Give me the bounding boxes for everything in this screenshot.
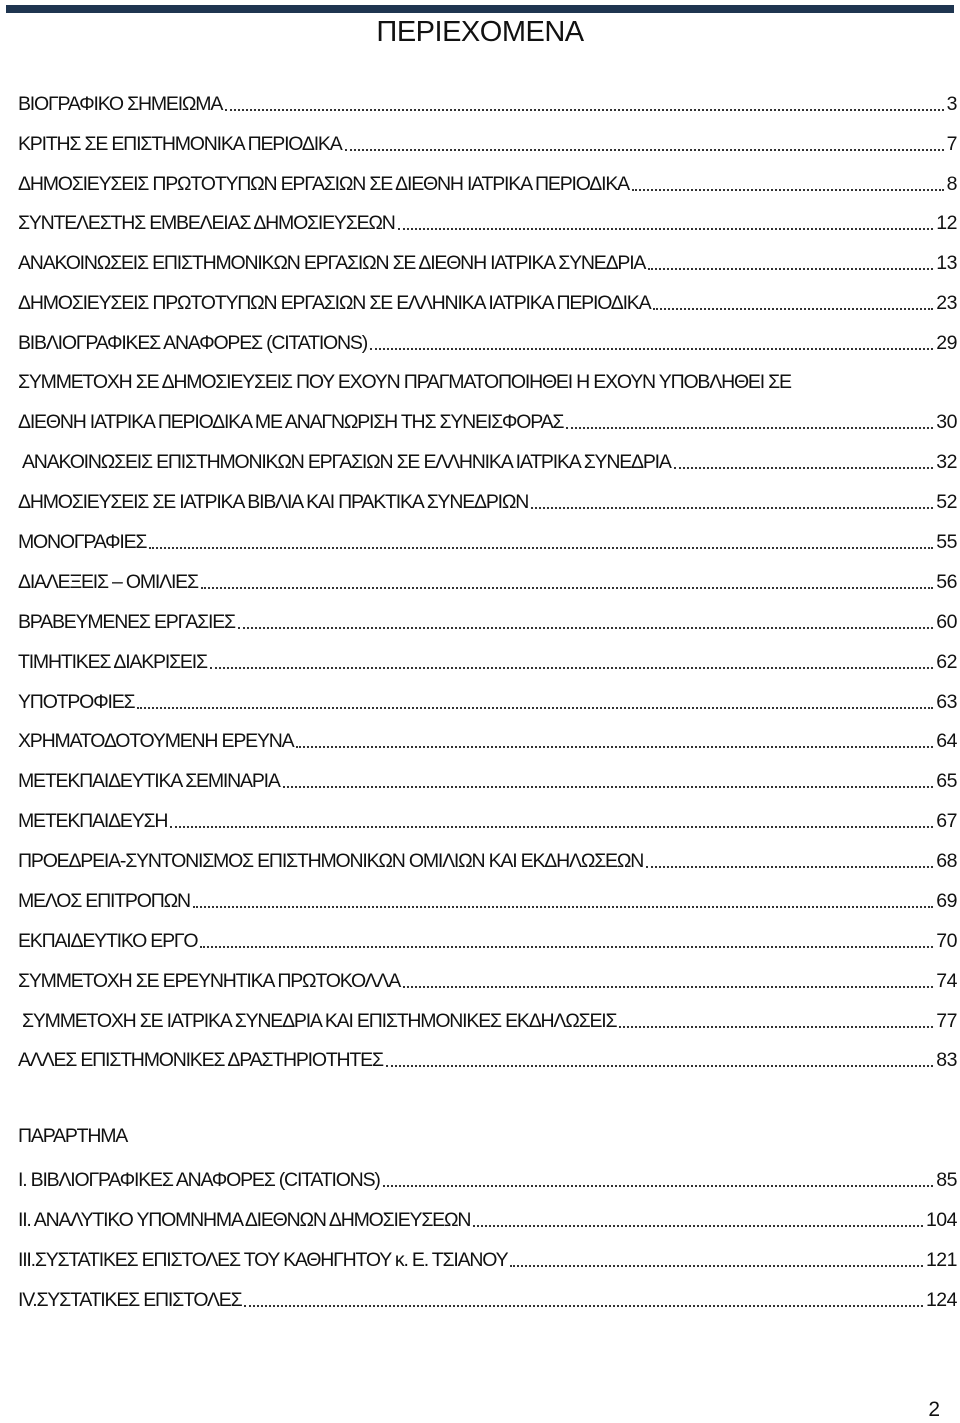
toc-entry[interactable]: [18, 88, 957, 116]
toc-entry-label: ΣΥΜΜΕΤΟΧΗ ΣΕ ΙΑΤΡΙΚΑ ΣΥΝΕΔΡΙΑ ΚΑΙ ΕΠΙΣΤΗΜΟΝΙΚΕΣ ΕΚΔΗΛΩΣΕΙΣ: [22, 1010, 617, 1032]
appendix-entry[interactable]: [18, 1284, 957, 1312]
leader-dots: [386, 1065, 933, 1067]
toc-entry-label: ΑΝΑΚΟΙΝΩΣΕΙΣ ΕΠΙΣΤΗΜΟΝΙΚΩΝ ΕΡΓΑΣΙΩΝ ΣΕ ΕΛΛΗΝΙΚΑ ΙΑΤΡΙΚΑ ΣΥΝΕΔΡΙΑ: [22, 451, 671, 473]
toc-entry[interactable]: [18, 606, 957, 634]
toc-entry-label-line1: ΣΥΜΜΕΤΟΧΗ ΣΕ ΔΗΜΟΣΙΕΥΣΕΙΣ ΠΟΥ ΕΧΟΥΝ ΠΡΑΓΜΑΤΟΠΟΙΗΘΕΙ Η ΕΧΟΥΝ ΥΠΟΒΛΗΘΕΙ ΣΕ: [18, 371, 791, 393]
leader-dots: [296, 746, 933, 748]
leader-dots: [403, 986, 933, 988]
toc-entry-label: ΠΡΟΕΔΡΕΙΑ-ΣΥΝΤΟΝΙΣΜΟΣ ΕΠΙΣΤΗΜΟΝΙΚΩΝ ΟΜΙΛΙΩΝ ΚΑΙ ΕΚΔΗΛΩΣΕΩΝ: [18, 850, 644, 872]
leader-dots: [531, 507, 933, 509]
appendix-entry-page: 104: [925, 1209, 957, 1231]
toc-entry[interactable]: [18, 526, 957, 554]
leader-dots: [566, 427, 933, 429]
toc-entry-label: ΔΗΜΟΣΙΕΥΣΕΙΣ ΣΕ ΙΑΤΡΙΚΑ ΒΙΒΛΙΑ ΚΑΙ ΠΡΑΚΤΙΚΑ ΣΥΝΕΔΡΙΩΝ: [18, 491, 529, 513]
leader-dots: [648, 268, 933, 270]
toc-entry-label: ΔΗΜΟΣΙΕΥΣΕΙΣ ΠΡΩΤΟΤΥΠΩΝ ΕΡΓΑΣΙΩΝ ΣΕ ΔΙΕΘΝΗ ΙΑΤΡΙΚΑ ΠΕΡΙΟΔΙΚΑ: [18, 173, 629, 195]
toc-entry[interactable]: [18, 247, 957, 275]
appendix-entry[interactable]: [18, 1204, 957, 1232]
toc-entry-page: 8: [946, 173, 957, 195]
toc-entry-page: 60: [936, 611, 957, 633]
toc-entry-page: 3: [946, 93, 957, 115]
toc-entry[interactable]: [18, 805, 957, 833]
toc-entry-label: ΜΕΤΕΚΠΑΙΔΕΥΤΙΚΑ ΣΕΜΙΝΑΡΙΑ: [18, 770, 280, 792]
toc-entry[interactable]: [18, 168, 957, 196]
toc-entry-page: 69: [936, 890, 957, 912]
appendix-entry-label: ΙΙΙ.ΣΥΣΤΑΤΙΚΕΣ ΕΠΙΣΤΟΛΕΣ ΤΟΥ ΚΑΘΗΓΗΤΟΥ κ. Ε. ΤΣΙΑΝΟΥ: [18, 1249, 508, 1271]
appendix-entry-label: ΙΙ. ΑΝΑΛΥΤΙΚΟ ΥΠΟΜΝΗΜΑ ΔΙΕΘΝΩΝ ΔΗΜΟΣΙΕΥΣΕΩΝ: [18, 1209, 471, 1231]
toc-entry-label: ΧΡΗΜΑΤΟΔΟΤΟΥΜΕΝΗ ΕΡΕΥΝΑ: [18, 730, 294, 752]
toc-entry[interactable]: [18, 725, 957, 753]
toc-entry-page: 74: [936, 970, 957, 992]
toc-entry[interactable]: [18, 646, 957, 674]
toc-entry-label: ΤΙΜΗΤΙΚΕΣ ΔΙΑΚΡΙΣΕΙΣ: [18, 651, 207, 673]
leader-dots: [238, 627, 933, 629]
toc-entry[interactable]: [22, 1005, 957, 1033]
toc-entry-label: ΣΥΝΤΕΛΕΣΤΗΣ ΕΜΒΕΛΕΙΑΣ ΔΗΜΟΣΙΕΥΣΕΩΝ: [18, 212, 395, 234]
appendix-heading: ΠΑΡΑΡΤΗΜΑ: [18, 1125, 128, 1147]
toc-entry-page: 32: [936, 451, 957, 473]
page-title: ΠΕΡΙΕΧΟΜΕΝΑ: [376, 16, 584, 48]
toc-entry-label: ΥΠΟΤΡΟΦΙΕΣ: [18, 691, 135, 713]
toc-entry[interactable]: [18, 686, 957, 714]
toc-entry-label: ΑΝΑΚΟΙΝΩΣΕΙΣ ΕΠΙΣΤΗΜΟΝΙΚΩΝ ΕΡΓΑΣΙΩΝ ΣΕ ΔΙΕΘΝΗ ΙΑΤΡΙΚΑ ΣΥΝΕΔΡΙΑ: [18, 252, 646, 274]
toc-entry-label: ΔΙΕΘΝΗ ΙΑΤΡΙΚΑ ΠΕΡΙΟΔΙΚΑ ΜΕ ΑΝΑΓΝΩΡΙΣΗ ΤΗΣ ΣΥΝΕΙΣΦΟΡΑΣ: [18, 411, 564, 433]
toc-entry[interactable]: [18, 965, 957, 993]
toc-entry[interactable]: [22, 446, 957, 474]
toc-entry-label: ΒΙΒΛΙΟΓΡΑΦΙΚΕΣ ΑΝΑΦΟΡΕΣ (CITATIONS): [18, 332, 368, 354]
toc-entry[interactable]: [18, 765, 957, 793]
leader-dots: [646, 866, 933, 868]
toc-entry[interactable]: [18, 128, 957, 156]
toc-entry-label: ΣΥΜΜΕΤΟΧΗ ΣΕ ΕΡΕΥΝΗΤΙΚΑ ΠΡΩΤΟΚΟΛΛΑ: [18, 970, 401, 992]
toc-entry-label: ΜΟΝΟΓΡΑΦΙΕΣ: [18, 531, 147, 553]
toc-entry-page: 68: [936, 850, 957, 872]
leader-dots: [283, 786, 934, 788]
appendix-entry-page: 85: [936, 1169, 957, 1191]
leader-dots: [674, 467, 934, 469]
leader-dots: [370, 348, 933, 350]
leader-dots: [510, 1265, 923, 1267]
toc-entry-label: ΜΕΛΟΣ ΕΠΙΤΡΟΠΩΝ: [18, 890, 190, 912]
toc-entry-label: ΒΡΑΒΕΥΜΕΝΕΣ ΕΡΓΑΣΙΕΣ: [18, 611, 235, 633]
toc-entry[interactable]: [18, 327, 957, 355]
toc-entry-page: 55: [936, 531, 957, 553]
appendix-entry[interactable]: [18, 1244, 957, 1272]
leader-dots: [619, 1026, 933, 1028]
toc-entry-page: 65: [936, 770, 957, 792]
toc-entry-page: 62: [936, 651, 957, 673]
toc-entry[interactable]: [18, 1044, 957, 1072]
toc-entry[interactable]: [18, 885, 957, 913]
toc-entry-label: ΒΙΟΓΡΑΦΙΚΟ ΣΗΜΕΙΩΜΑ: [18, 93, 223, 115]
toc-entry-page: 29: [936, 332, 957, 354]
toc-entry-page: 52: [936, 491, 957, 513]
toc-entry-page: 77: [936, 1010, 957, 1032]
leader-dots: [383, 1185, 934, 1187]
toc-entry-label: ΜΕΤΕΚΠΑΙΔΕΥΣΗ: [18, 810, 168, 832]
toc-entry-label: ΚΡΙΤΗΣ ΣΕ ΕΠΙΣΤΗΜΟΝΙΚΑ ΠΕΡΙΟΔΙΚΑ: [18, 133, 342, 155]
toc-entry[interactable]: [18, 287, 957, 315]
toc-entry-label: ΑΛΛΕΣ ΕΠΙΣΤΗΜΟΝΙΚΕΣ ΔΡΑΣΤΗΡΙΟΤΗΤΕΣ: [18, 1049, 383, 1071]
leader-dots: [653, 308, 933, 310]
toc-entry-page: 7: [946, 133, 957, 155]
toc-entry-label: ΔΗΜΟΣΙΕΥΣΕΙΣ ΠΡΩΤΟΤΥΠΩΝ ΕΡΓΑΣΙΩΝ ΣΕ ΕΛΛΗΝΙΚΑ ΙΑΤΡΙΚΑ ΠΕΡΙΟΔΙΚΑ: [18, 292, 651, 314]
toc-entry-page: 83: [936, 1049, 957, 1071]
appendix-entry-page: 124: [925, 1289, 957, 1311]
leader-dots: [149, 547, 933, 549]
leader-dots: [398, 228, 934, 230]
toc-entry[interactable]: [18, 925, 957, 953]
toc-entry-label: ΕΚΠΑΙΔΕΥΤΙΚΟ ΕΡΓΟ: [18, 930, 198, 952]
toc-entry-label: ΔΙΑΛΕΞΕΙΣ – ΟΜΙΛΙΕΣ: [18, 571, 198, 593]
leader-dots: [473, 1225, 923, 1227]
appendix-entry-label: Ι. ΒΙΒΛΙΟΓΡΑΦΙΚΕΣ ΑΝΑΦΟΡΕΣ (CITATIONS): [18, 1169, 380, 1191]
leader-dots: [137, 707, 933, 709]
leader-dots: [345, 149, 944, 151]
toc-entry[interactable]: [18, 566, 957, 594]
leader-dots: [201, 587, 933, 589]
leader-dots: [244, 1305, 923, 1307]
leader-dots: [632, 189, 944, 191]
toc-entry[interactable]: [18, 845, 957, 873]
leader-dots: [225, 109, 944, 111]
toc-entry-page: 64: [936, 730, 957, 752]
toc-entry[interactable]: [18, 406, 957, 434]
toc-entry-page: 56: [936, 571, 957, 593]
toc-entry-page: 67: [936, 810, 957, 832]
appendix-entry-page: 121: [925, 1249, 957, 1271]
leader-dots: [200, 946, 933, 948]
toc-entry[interactable]: [18, 486, 957, 514]
toc-entry-page: 30: [936, 411, 957, 433]
toc-entry[interactable]: [18, 207, 957, 235]
leader-dots: [170, 826, 933, 828]
appendix-entry-label: ΙV.ΣΥΣΤΑΤΙΚΕΣ ΕΠΙΣΤΟΛΕΣ: [18, 1289, 242, 1311]
appendix-entry[interactable]: [18, 1164, 957, 1192]
page-number: 2: [928, 1398, 940, 1421]
toc-entry-page: 70: [936, 930, 957, 952]
leader-dots: [193, 906, 933, 908]
toc-entry-page: 23: [936, 292, 957, 314]
toc-entry-page: 63: [936, 691, 957, 713]
leader-dots: [210, 667, 933, 669]
toc-entry-page: 13: [936, 252, 957, 274]
toc-entry-page: 12: [936, 212, 957, 234]
